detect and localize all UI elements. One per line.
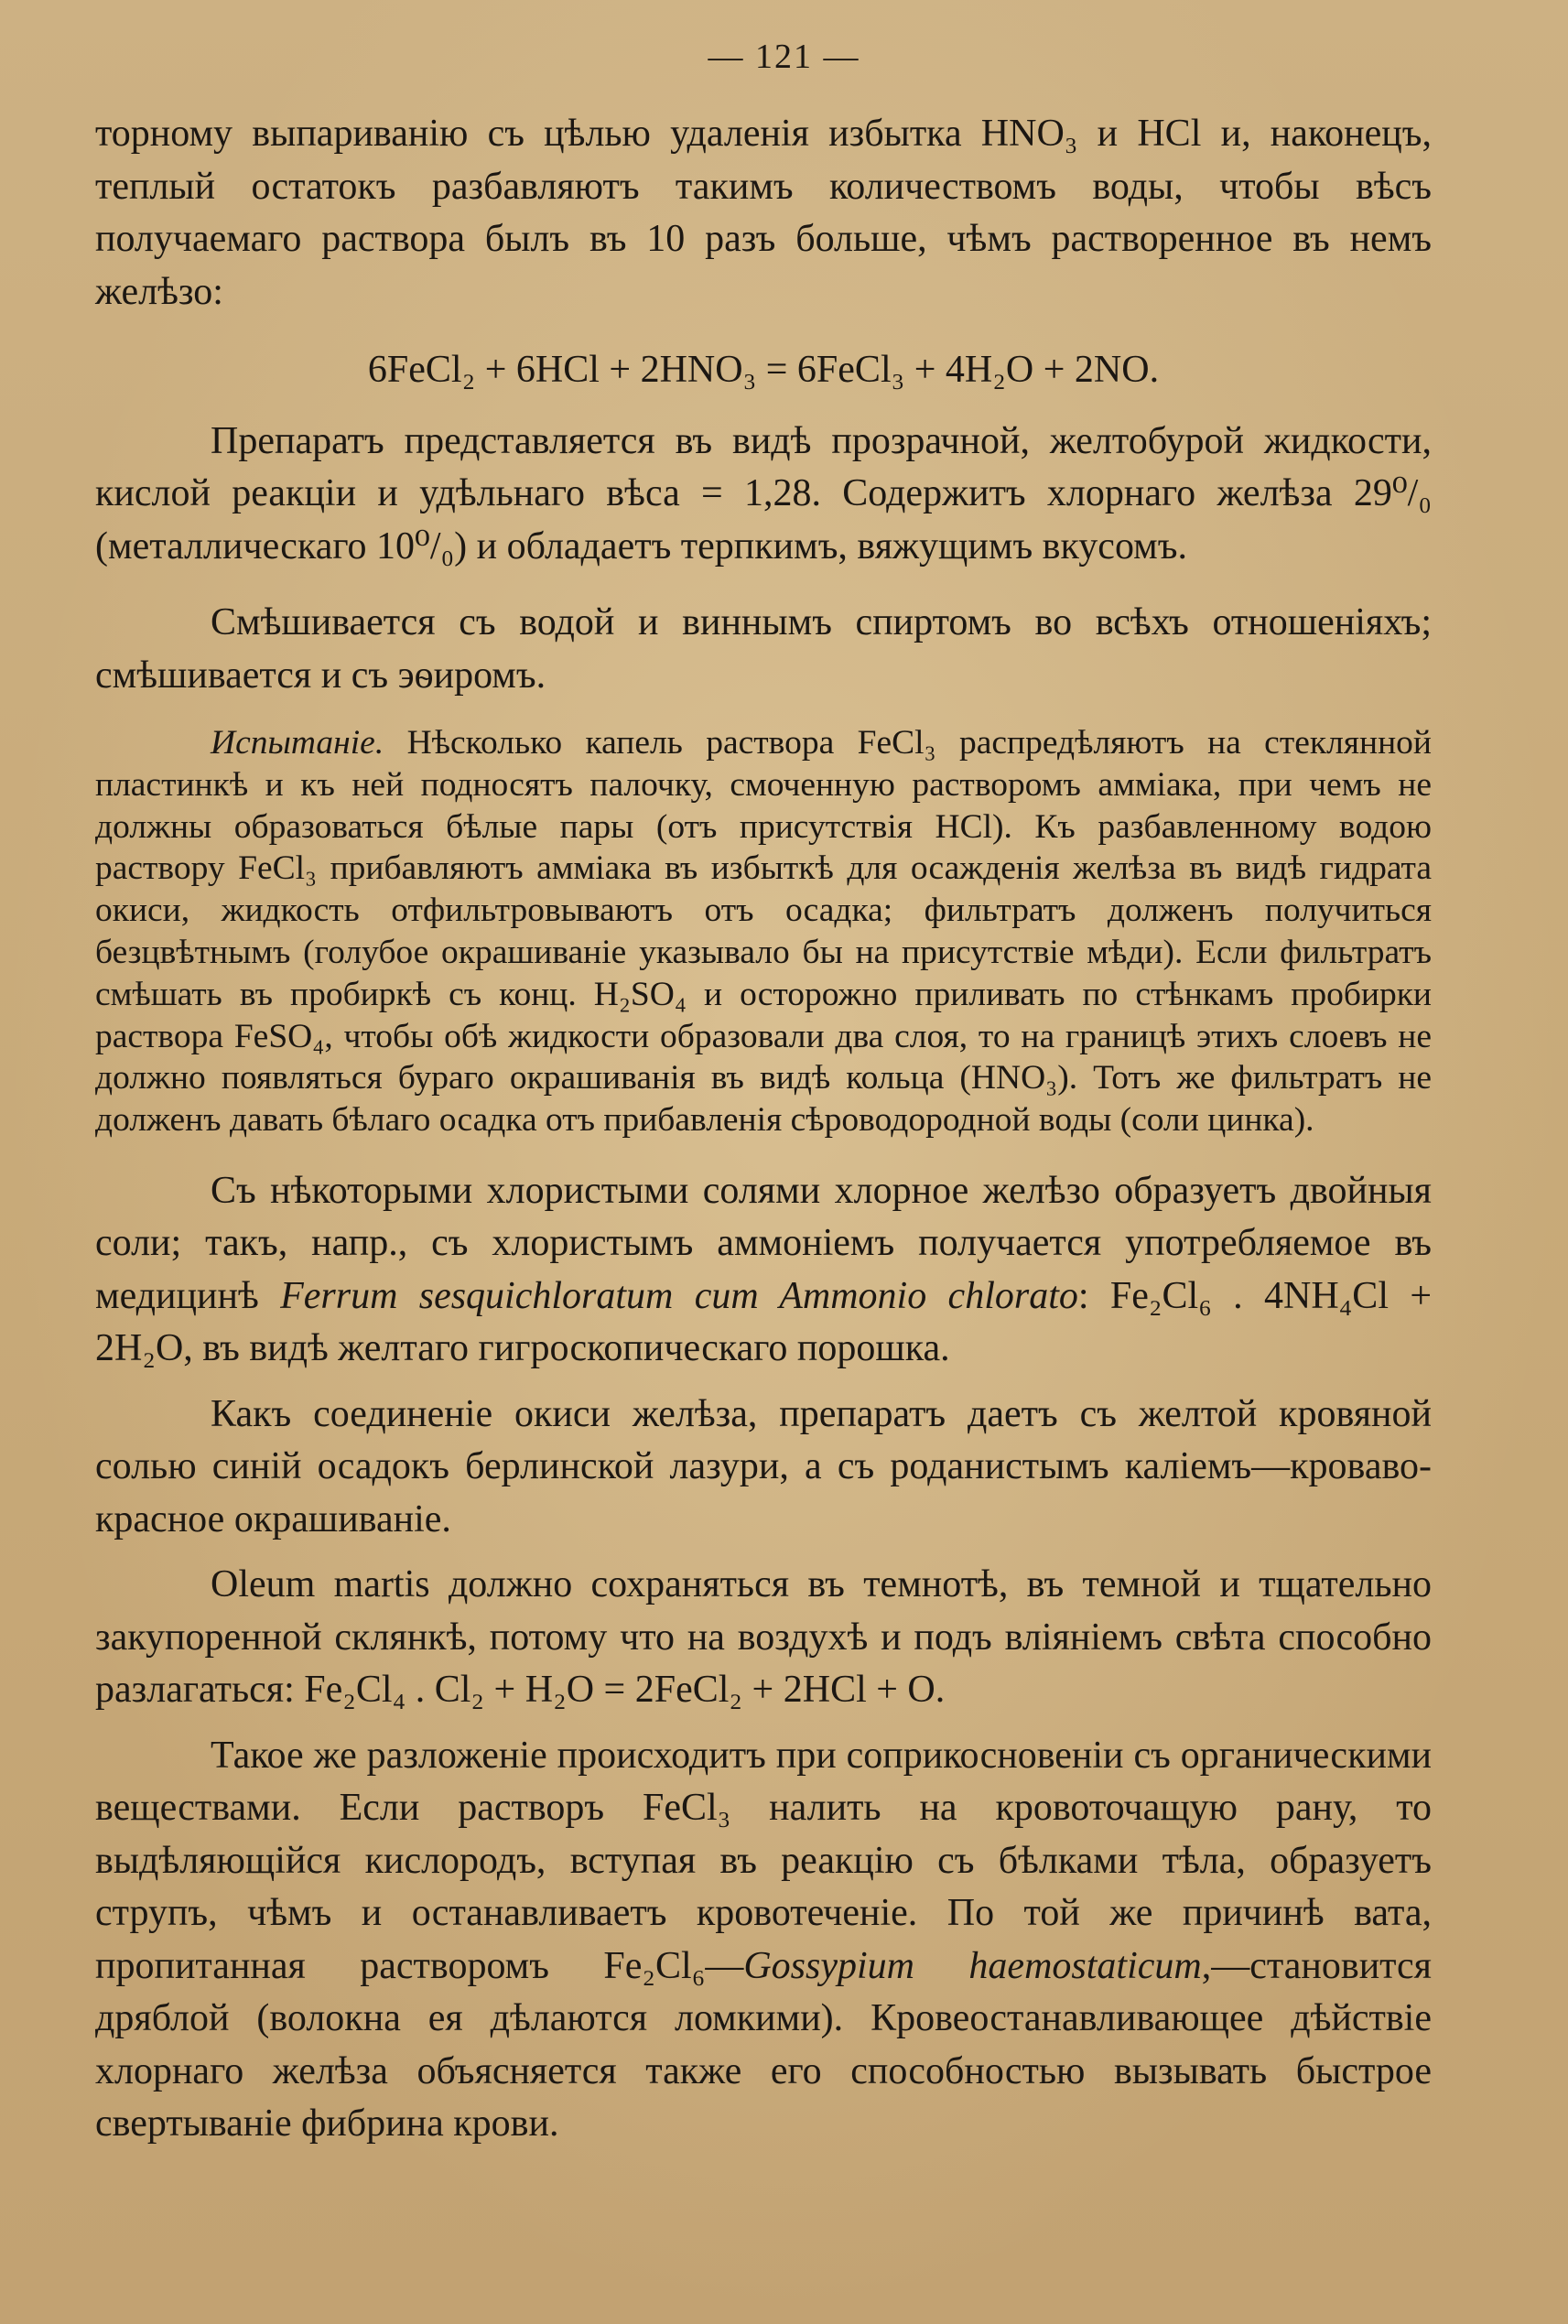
paragraph-double-salts (95, 1165, 1432, 1376)
double-salts-text: Съ нѣкоторыми хлористыми солями хлорное желѣзо образуетъ двойныя соли; такъ, напр., съ хлористымъ аммоніемъ получается употребляемое въ медицинѣ (95, 1169, 1432, 1317)
page-body (95, 108, 1432, 2151)
latin-name-gossypium: Gossypium haemostaticum (743, 1944, 1202, 1987)
test-label: Испытаніе. (211, 724, 384, 762)
latin-name-ferrum: Ferrum sesquichloratum cum Ammonio chlorato (280, 1274, 1078, 1317)
paragraph-test (95, 722, 1432, 1141)
page-number: — 121 — (708, 38, 860, 76)
paragraph-reactions: Какъ соединеніе окиси желѣза, препаратъ даетъ съ желтой кровяной солью синій осадокъ берлинской лазури, а съ роданистымъ каліемъ—кроваво-красное окрашиваніе. (95, 1392, 1432, 1540)
paragraph-storage: Oleum martis должно сохраняться въ темнотѣ, въ темной и тщательно закупоренной склянкѣ, потому что на воздухѣ и подъ вліяніемъ свѣта способно разлагаться: Fe₂Cl₄ . Cl₂ + H₂O = 2FeCl₂ + 2HCl + O. (95, 1563, 1432, 1712)
decomposition-text: Такое же разложеніе происходитъ при соприкосновеніи съ органическими веществами. Если растворъ FeCl₃ налить на кровоточащую рану, то выдѣляющійся кислородъ, вступая въ реакцію съ бѣлками тѣла, образуетъ струпъ, чѣмъ и останавливаетъ кровотеченіе. По той же причинѣ вата, пропитанная растворомъ Fe₂Cl₆— (95, 1734, 1432, 1987)
test-text: Нѣсколько капель раствора FeCl₃ распредѣляютъ на стеклянной пластинкѣ и къ ней подносятъ палочку, смоченную растворомъ амміака, при чемъ не должны образоваться бѣлые пары (отъ присутствія HCl). Къ разбавленному водою раствору FeCl₃ прибавляютъ амміака въ избыткѣ для осажденія желѣза въ видѣ гидрата окиси, жидкость отфильтровываютъ отъ осадка; фильтратъ долженъ получиться безцвѣтнымъ (голубое окрашиваніе указывало бы на присутствіе мѣди). Если фильтратъ смѣшать въ пробиркѣ съ конц. H₂SO₄ и осторожно приливать по стѣнкамъ пробирки раствора FeSO₄, чтобы обѣ жидкости образовали два слоя, то на границѣ этихъ слоевъ не должно появляться бураго окрашиванія въ видѣ кольца (HNO₃). Тотъ же фильтратъ не долженъ давать бѣлаго осадка отъ прибавленія сѣроводородной воды (соли цинка). (95, 724, 1432, 1140)
paragraph-miscibility: Смѣшивается съ водой и виннымъ спиртомъ во всѣхъ отношеніяхъ; смѣшивается и съ эѳиромъ. (95, 601, 1432, 697)
chemical-equation: 6FeCl₂ + 6HCl + 2HNO₃ = 6FeCl₃ + 4H₂O + 2NO. (367, 349, 1160, 391)
paragraph-continuation: торному выпариванію съ цѣлью удаленія избытка HNO₃ и HCl и, наконецъ, теплый остатокъ разбавляютъ такимъ количествомъ воды, чтобы вѣсъ получаемаго раствора былъ въ 10 разъ больше, чѣмъ растворенное въ немъ желѣзо: (95, 113, 1432, 313)
decomposition-text-end: ,—становится дряблой (волокна ея дѣлаются ломкими). Кровеостанавливающее дѣйствіе хлорнаго желѣза объясняется также его способностью вызывать быстрое свертываніе фибрина крови. (95, 1944, 1432, 2146)
paragraph-properties: Препаратъ представляется въ видѣ прозрачной, желтобурой жидкости, кислой реакціи и удѣльнаго вѣса = 1,28. Содержитъ хлорнаго желѣза 29⁰/₀ (металлическаго 10⁰/₀) и обладаетъ терпкимъ, вяжущимъ вкусомъ. (95, 419, 1432, 567)
paragraph-decomposition (95, 1730, 1432, 2151)
double-salts-formula: : Fe₂Cl₆ . 4NH₄Cl + 2H₂O, въ видѣ желтаго гигроскопическаго порошка. (95, 1274, 1433, 1370)
